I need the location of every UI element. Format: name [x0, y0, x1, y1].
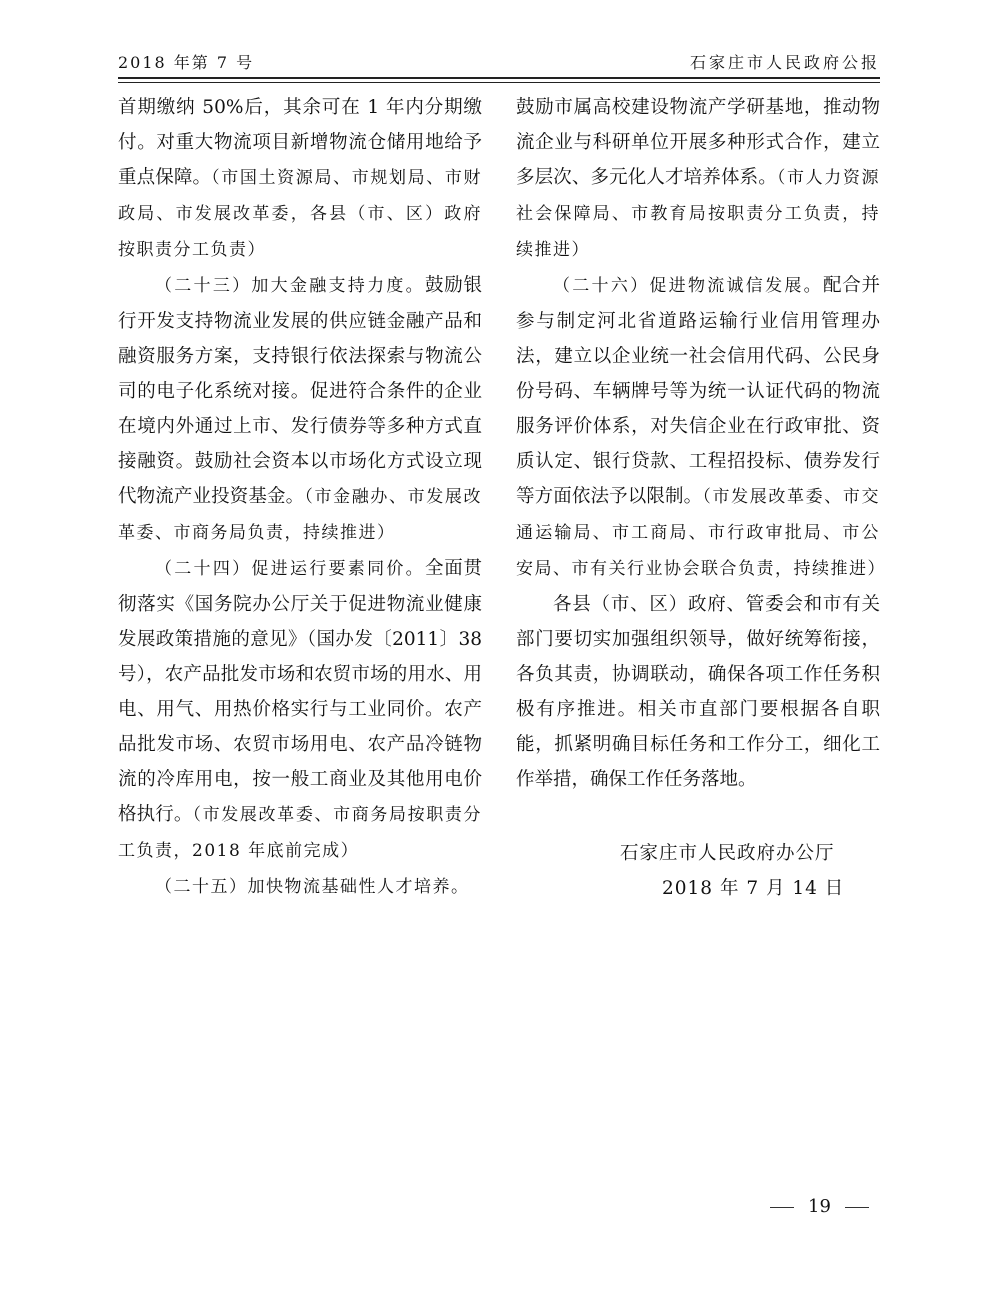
body-text: 全面贯彻落实《国务院办公厅关于促进物流业健康发展政策措施的意见》（国办发〔2011〕38 号），农产品批发市场和农贸市场的用水、用电、用气、用热价格实行与工业同价。农产品批发市场、农贸市场用电、农产品冷链物流的冷库用电，按一般工商业及其他用电价格执行。: [118, 558, 482, 825]
body-text: 配合并参与制定河北省道路运输行业信用管理办法，建立以企业统一社会信用代码、公民身份号码、车辆牌号等为统一认证代码的物流服务评价体系，对失信企业在行政审批、资质认定、银行贷款、工程招投标、债券发行等方面依法予以限制。: [516, 275, 880, 507]
paragraph: [516, 268, 886, 587]
body-text: 各县（市、区）政府、管委会和市有关部门要切实加强组织领导，做好统筹衔接，各负其责，协调联动，确保各项工作任务积极有序推进。相关市直部门要根据各自职能，抓紧明确目标任务和工作分工，细化工作举措，确保工作任务落地。: [516, 594, 880, 790]
page-number: 19: [808, 1196, 831, 1217]
header-rule-thin: [118, 82, 880, 83]
footer-dash-left: [770, 1207, 794, 1208]
responsibility-note: （市人力资源社会保障局、市教育局按职责分工负责，持续推进）: [516, 168, 880, 260]
page-footer: [770, 1196, 890, 1217]
section-heading: （二十四）促进运行要素同价。: [155, 559, 425, 579]
signature-block: [560, 836, 860, 906]
body-text: 鼓励银行开发支持物流业发展的供应链金融产品和融资服务方案，支持银行依法探索与物流公司的电子化系统对接。促进符合条件的企业在境内外通过上市、发行债券等多种方式直接融资。鼓励社会资本以市场化方式设立现代物流产业投资基金。: [118, 275, 482, 507]
paragraph: [516, 90, 880, 268]
left-column: [118, 90, 482, 905]
section-heading: （二十六）促进物流诚信发展。: [553, 276, 823, 296]
responsibility-note: （市发展改革委、市交通运输局、市工商局、市行政审批局、市公安局、市有关行业协会联合负责，持续推进）: [516, 487, 886, 579]
issue-date: 2018 年 7 月 14 日: [662, 878, 845, 899]
responsibility-note: （市国土资源局、市规划局、市财政局、市发展改革委，各县（市、区）政府按职责分工负责）: [118, 168, 482, 260]
paragraph: [118, 90, 482, 268]
section-heading: （二十三）加大金融支持力度。: [155, 276, 425, 296]
issuing-organization: 石家庄市人民政府办公厅: [620, 843, 835, 864]
responsibility-note: （市金融办、市发展改革委、市商务局负责，持续推进）: [118, 487, 482, 543]
paragraph: [118, 268, 482, 551]
page-header: [118, 50, 880, 76]
issue-number: 2018 年第 7 号: [118, 53, 255, 72]
body-text: 首期缴纳 50%后，其余可在 1 年内分期缴付。对重大物流项目新增物流仓储用地给予重点保障。: [118, 97, 482, 188]
header-rule-thick: [118, 77, 880, 79]
paragraph: [516, 587, 880, 797]
responsibility-note: （市发展改革委、市商务局按职责分工负责，2018 年底前完成）: [118, 805, 482, 861]
footer-dash-right: [845, 1207, 869, 1208]
paragraph: [118, 869, 482, 905]
body-text: 鼓励市属高校建设物流产学研基地，推动物流企业与科研单位开展多种形式合作，建立多层次、多元化人才培养体系。: [516, 97, 880, 188]
paragraph: [118, 551, 482, 869]
section-heading: （二十五）加快物流基础性人才培养。: [155, 877, 470, 897]
publication-title: 石家庄市人民政府公报: [689, 53, 880, 72]
right-column: [516, 90, 886, 797]
